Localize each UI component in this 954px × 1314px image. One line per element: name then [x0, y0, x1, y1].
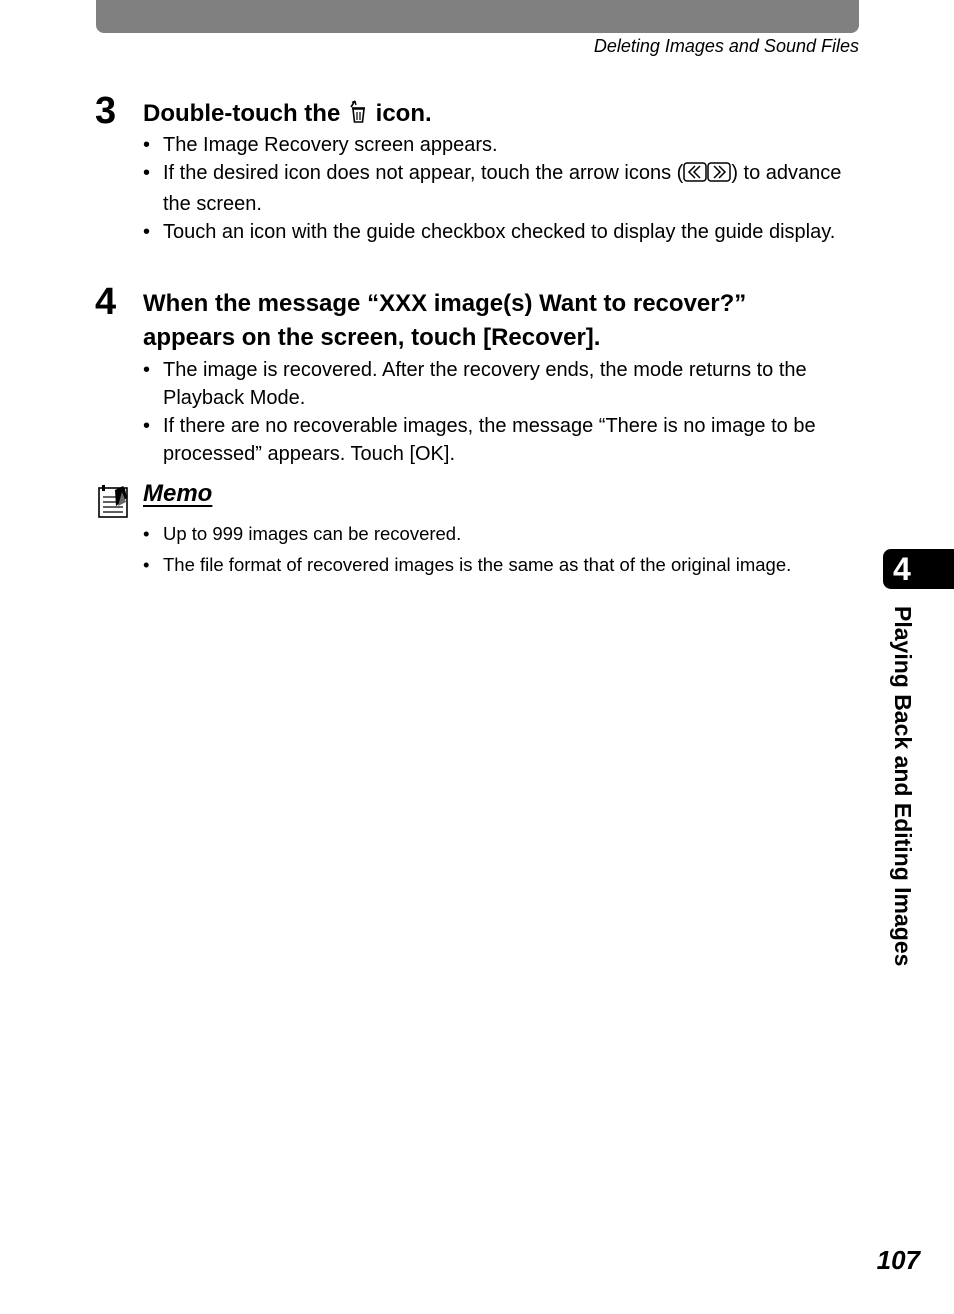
step-title-text-after: icon. — [375, 100, 432, 127]
step-title — [143, 97, 843, 134]
chapter-label: Playing Back and Editing Images — [890, 606, 916, 967]
list-item: • Touch an icon with the guide checkbox checked to display the guide display. — [143, 218, 853, 246]
double-chevron-right-icon — [707, 162, 731, 190]
list-item: • Up to 999 images can be recovered. — [143, 521, 873, 547]
memo-icon — [98, 484, 130, 523]
step-4-bullets — [143, 356, 853, 468]
double-chevron-left-icon — [683, 162, 707, 190]
page-number: 107 — [876, 1245, 920, 1275]
chapter-number: 4 — [893, 551, 911, 587]
list-item — [143, 159, 853, 218]
list-item: • The file format of recovered images is the same as that of the original image. — [143, 552, 873, 578]
list-item: • If there are no recoverable images, the message “There is no image to be processed” appears. Touch [OK]. — [143, 412, 853, 468]
step-number: 3 — [95, 90, 117, 132]
step-3-bullets — [143, 131, 853, 246]
top-header-bar — [96, 0, 859, 33]
running-head: Deleting Images and Sound Files — [593, 36, 859, 56]
chapter-tab — [883, 549, 954, 589]
bullet-text-before: If the desired icon does not appear, touch the arrow icons ( — [163, 162, 684, 184]
bullet-text-after: ) to advance the screen. — [163, 162, 842, 215]
memo-title: Memo — [143, 480, 213, 507]
list-item: • The image is recovered. After the recovery ends, the mode returns to the Playback Mode. — [143, 356, 853, 412]
list-item: • The Image Recovery screen appears. — [143, 131, 853, 159]
recover-icon — [347, 100, 369, 134]
step-title-text-before: Double-touch the — [143, 100, 341, 127]
step-title: When the message “XXX image(s) Want to recover?” appears on the screen, touch [Recover]. — [143, 290, 747, 351]
step-number: 4 — [95, 281, 117, 323]
memo-list — [143, 521, 873, 583]
